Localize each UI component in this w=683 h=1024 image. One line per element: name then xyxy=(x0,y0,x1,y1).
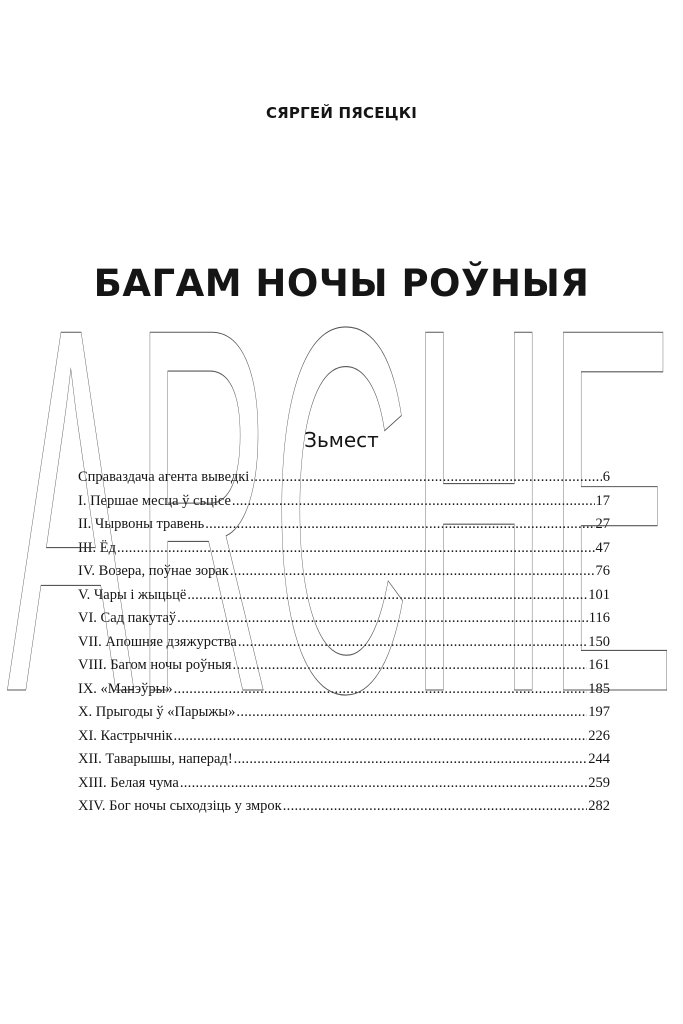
toc-entry-page: 185 xyxy=(588,680,610,697)
toc-entry-title: V. Чары і жыцьцё xyxy=(78,586,187,603)
toc-entry-title: II. Чырвоны травень xyxy=(78,516,205,532)
toc-entry-title: III. Ёд xyxy=(78,539,116,556)
toc-entry-page: 27 xyxy=(595,516,610,532)
toc-leader-dots xyxy=(233,654,588,678)
toc-entry-page: 226 xyxy=(588,727,610,744)
toc-entry-title: IX. «Манэўры» xyxy=(78,680,173,697)
toc-entry-title: VII. Апошняе дзяжурства xyxy=(78,633,237,650)
toc-leader-dots xyxy=(283,795,588,819)
toc-leader-dots xyxy=(180,772,587,796)
toc-leader-dots xyxy=(177,607,588,631)
toc-entry xyxy=(78,560,610,584)
toc-entry xyxy=(78,466,610,490)
toc-entry xyxy=(78,678,610,702)
toc-leader-dots xyxy=(238,631,587,655)
toc-entry xyxy=(78,631,610,655)
toc-entry-page: 116 xyxy=(588,610,610,626)
toc-entry xyxy=(78,537,610,561)
toc-leader-dots xyxy=(117,537,595,561)
toc-entry-title: VIII. Багом ночы роўныя xyxy=(78,657,232,673)
toc-leader-dots xyxy=(187,584,587,608)
toc-leader-dots xyxy=(234,748,588,772)
toc-entry xyxy=(78,701,610,725)
toc-entry xyxy=(78,490,610,514)
toc-entry-page: 101 xyxy=(588,586,610,603)
toc-entry xyxy=(78,748,610,772)
toc-leader-dots xyxy=(205,513,594,537)
toc-entry-title: VI. Сад пакутаў xyxy=(78,610,177,626)
toc-entry-page: 17 xyxy=(595,492,610,509)
toc-entry-page: 150 xyxy=(588,633,610,650)
toc-entry-page: 6 xyxy=(602,469,610,485)
toc-entry-title: Справаздача агента выведкі xyxy=(78,469,250,485)
toc-entry-title: I. Першае месца ў сьцісе xyxy=(78,492,231,509)
toc-leader-dots xyxy=(174,725,588,749)
toc-entry-page: 282 xyxy=(588,798,610,814)
author-name: СЯРГЕЙ ПЯСЕЦКІ xyxy=(265,104,418,122)
toc-entry-page: 47 xyxy=(595,539,610,556)
toc-entry xyxy=(78,795,610,819)
toc-entry-title: XII. Таварышы, наперад! xyxy=(78,751,233,767)
watermark-text: ARCHE xyxy=(7,290,675,710)
toc-entry xyxy=(78,772,610,796)
toc-heading: Зьмест xyxy=(304,428,379,452)
table-of-contents xyxy=(78,466,610,819)
toc-entry-title: X. Прыгоды ў «Парыжы» xyxy=(78,704,236,720)
toc-entry-page: 76 xyxy=(595,563,610,579)
toc-leader-dots xyxy=(230,560,595,584)
toc-entry xyxy=(78,654,610,678)
toc-leader-dots xyxy=(174,678,588,702)
toc-entry-title: XIV. Бог ночы сыходзіць у змрок xyxy=(78,798,282,814)
toc-entry-title: IV. Возера, поўнае зорак xyxy=(78,563,229,579)
toc-entry-title: XI. Кастрычнік xyxy=(78,727,173,744)
toc-entry-page: 197 xyxy=(588,704,610,720)
toc-entry xyxy=(78,607,610,631)
toc-entry-page: 244 xyxy=(588,751,610,767)
toc-entry xyxy=(78,584,610,608)
toc-entry-title: XIII. Белая чума xyxy=(78,774,179,791)
book-title: БАГАМ НОЧЫ РОЎНЫЯ xyxy=(93,262,590,305)
toc-entry-page: 161 xyxy=(588,657,610,673)
toc-leader-dots xyxy=(236,701,587,725)
toc-leader-dots xyxy=(232,490,595,514)
toc-entry xyxy=(78,725,610,749)
toc-entry-page: 259 xyxy=(588,774,610,791)
toc-entry xyxy=(78,513,610,537)
toc-leader-dots xyxy=(250,466,601,490)
